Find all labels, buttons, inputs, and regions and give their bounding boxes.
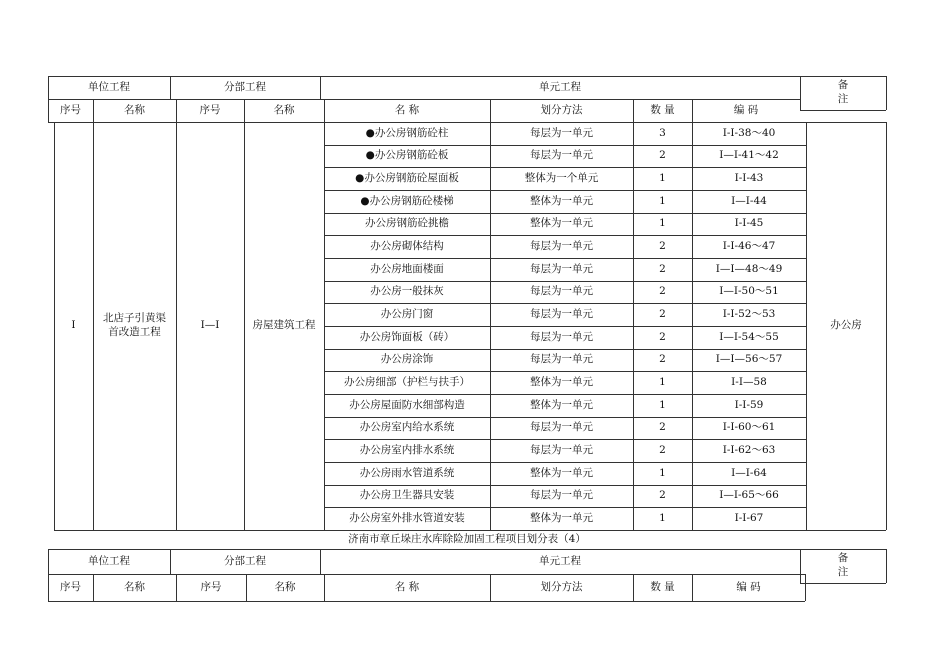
element-code: I-I-38～40 <box>722 126 776 139</box>
header-sub-project-2: 分部工程 <box>224 554 266 567</box>
sub-name: 房屋建筑工程 <box>252 319 316 332</box>
element-quantity: 2 <box>659 489 666 502</box>
element-method: 整体为一单元 <box>530 466 593 479</box>
element-quantity: 1 <box>659 171 666 184</box>
element-method: 每层为一单元 <box>530 489 593 502</box>
grid-line <box>886 76 887 110</box>
header-sub-project: 分部工程 <box>224 80 266 93</box>
table-caption: 济南市章丘垛庄水库除险加固工程项目划分表（4） <box>348 532 586 545</box>
header-unit-project: 单位工程 <box>88 80 130 93</box>
element-quantity: 3 <box>659 126 666 139</box>
element-method: 整体为一个单元 <box>524 171 599 184</box>
element-quantity: 1 <box>659 217 666 230</box>
element-method: 每层为一单元 <box>530 239 593 252</box>
header-element-name-t2: 名 称 <box>394 580 420 593</box>
element-name: 办公房砌体结构 <box>370 239 444 252</box>
header-method-t2: 划分方法 <box>540 580 583 593</box>
element-code: I—I-54～55 <box>719 330 779 343</box>
element-quantity: 1 <box>659 398 666 411</box>
element-name: 办公房室内排水系统 <box>359 443 455 456</box>
element-code: I-I-67 <box>734 511 764 524</box>
element-name: 办公房雨水管道系统 <box>359 466 455 479</box>
element-method: 每层为一单元 <box>530 285 593 298</box>
header-element-project: 单元工程 <box>539 80 581 93</box>
element-quantity: 1 <box>659 194 666 207</box>
header-seq-t2: 序号 <box>60 580 81 593</box>
element-quantity: 2 <box>659 239 666 252</box>
element-name: 办公房室内给水系统 <box>359 421 455 434</box>
element-quantity: 2 <box>659 307 666 320</box>
sub-seq: I—I <box>200 319 220 332</box>
header-seq: 序号 <box>60 103 81 116</box>
header-element-name: 名 称 <box>394 103 420 116</box>
element-code: I—I—48～49 <box>715 262 783 275</box>
element-method: 整体为一单元 <box>530 511 593 524</box>
header-method: 划分方法 <box>540 103 583 116</box>
grid-line <box>48 601 805 602</box>
element-quantity: 2 <box>659 330 666 343</box>
element-quantity: 1 <box>659 375 666 388</box>
header-unit-project-2: 单位工程 <box>88 554 130 567</box>
element-name: 办公房屋面防水细部构造 <box>349 398 465 411</box>
grid-line <box>800 110 886 111</box>
element-quantity: 2 <box>659 149 666 162</box>
element-name: ●办公房钢筋砼板 <box>365 149 449 162</box>
element-method: 每层为一单元 <box>530 307 593 320</box>
header-seq-2: 序号 <box>199 103 221 116</box>
element-code: I—I-50～51 <box>719 285 779 298</box>
element-method: 每层为一单元 <box>530 353 593 366</box>
element-quantity: 2 <box>659 421 666 434</box>
element-name: 办公房一般抹灰 <box>370 285 444 298</box>
element-method: 整体为一单元 <box>530 375 593 388</box>
element-name: 办公房细部（护栏与扶手） <box>344 375 470 388</box>
element-quantity: 2 <box>659 443 666 456</box>
element-method: 每层为一单元 <box>530 149 593 162</box>
element-quantity: 1 <box>659 511 666 524</box>
element-name: 办公房涂饰 <box>380 353 434 366</box>
element-name: ●办公房钢筋砼楼梯 <box>360 194 454 207</box>
element-code: I—I-64 <box>731 466 767 479</box>
element-code: I-I-46～47 <box>722 239 776 252</box>
element-quantity: 2 <box>659 262 666 275</box>
element-code: I-I-60～61 <box>722 421 776 434</box>
element-name: ●办公房钢筋砼屋面板 <box>355 171 459 184</box>
element-method: 每层为一单元 <box>530 330 593 343</box>
element-quantity: 2 <box>659 353 666 366</box>
element-code: I-I-59 <box>734 398 764 411</box>
element-code: I-I-43 <box>734 171 764 184</box>
element-name: 办公房卫生器具安装 <box>359 489 455 502</box>
element-code: I-I-45 <box>734 217 764 230</box>
remark-value: 办公房 <box>830 319 862 332</box>
header-seq2-t2: 序号 <box>200 580 222 593</box>
unit-name: 北店子引黄渠 首改造工程 <box>103 312 166 338</box>
header-name2-t2: 名称 <box>274 580 296 593</box>
element-name: 办公房门窗 <box>380 307 434 320</box>
element-code: I—I-41～42 <box>719 149 779 162</box>
header-name: 名称 <box>124 103 145 116</box>
element-quantity: 2 <box>659 285 666 298</box>
header-remarks: 备 注 <box>837 79 849 105</box>
element-method: 每层为一单元 <box>530 262 593 275</box>
element-method: 每层为一单元 <box>530 126 593 139</box>
header-quantity: 数 量 <box>650 103 675 116</box>
element-code: I—I-44 <box>731 194 767 207</box>
element-name: ●办公房钢筋砼柱 <box>365 126 449 139</box>
header-remarks-2: 备 注 <box>837 552 849 578</box>
element-code: I-I-62～63 <box>722 443 776 456</box>
grid-line <box>886 549 887 583</box>
grid-line <box>800 583 886 584</box>
header-quantity-t2: 数 量 <box>650 580 675 593</box>
element-name: 办公房室外排水管道安装 <box>349 511 465 524</box>
header-name-t2: 名称 <box>124 580 145 593</box>
header-code-t2: 编 码 <box>736 580 761 593</box>
unit-seq: I <box>71 319 76 332</box>
header-name-2: 名称 <box>273 103 295 116</box>
element-code: I—I—56～57 <box>715 353 783 366</box>
grid-line <box>886 122 887 530</box>
header-element-project-2: 单元工程 <box>539 554 581 567</box>
element-method: 整体为一单元 <box>530 398 593 411</box>
element-code: I—I-65～66 <box>719 489 779 502</box>
element-code: I-I—58 <box>731 375 767 388</box>
element-name: 办公房地面楼面 <box>370 262 444 275</box>
element-code: I-I-52～53 <box>722 307 776 320</box>
element-quantity: 1 <box>659 466 666 479</box>
header-code: 编 码 <box>733 103 759 116</box>
element-method: 整体为一单元 <box>530 217 593 230</box>
element-name: 办公房饰面板（砖） <box>359 330 455 343</box>
element-method: 整体为一单元 <box>530 194 593 207</box>
element-name: 办公房钢筋砼挑檐 <box>365 217 449 230</box>
element-method: 每层为一单元 <box>530 443 593 456</box>
element-method: 每层为一单元 <box>530 421 593 434</box>
